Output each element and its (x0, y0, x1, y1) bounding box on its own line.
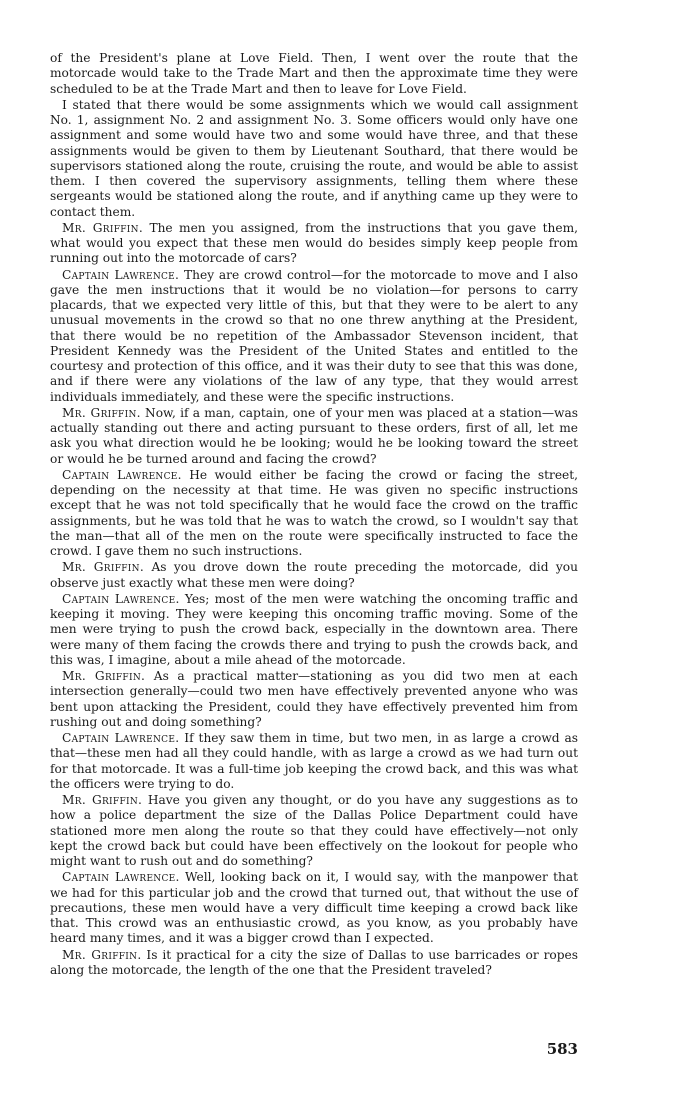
paragraph-1 (50, 51, 578, 97)
paragraph-text: They are crowd control—for the motorcade to move and I also gave the men instructions that it would be no violation—for persons to carry placards, that we expected very little of this, but that they were to be alert to any unusual movements in the crowd so that no one threw anything at the President, that there would be no repetition of the Ambassador Stevenson incident, that President Kennedy was the President of the United States and entitled to the courtesy and protection of this office, and it was their duty to see that this was done, and if there were any violations of the law of any type, that they would arrest individuals immediately, and these were the specific instructions. (50, 267, 578, 404)
speaker-label: Mr. Griffin. (62, 405, 141, 420)
paragraph-text: of the President's plane at Love Field. Then, I went over the route that the motorcade would take to the Trade Mart and then the approximate time they were scheduled to be at the Trade Mart and then to leave for Love Field. (50, 51, 578, 96)
speaker-label: Mr. Griffin. (62, 669, 146, 683)
paragraph-11 (50, 793, 578, 869)
speaker-label: Mr. Griffin. (62, 560, 145, 575)
paragraph-text: Is it practical for a city the size of Dallas to use barricades or ropes along the motorcade, the length of the one that the President traveled? (50, 947, 579, 977)
paragraph-text: The men you assigned, from the instructions that you gave them, what would you expect that these men would do besides simply keep people from running out into the motorcade of cars? (50, 220, 579, 266)
speaker-label: Mr. Griffin. (62, 947, 142, 962)
paragraph-text: Well, looking back on it, I would say, with the manpower that we had for this particular job and the crowd that turned out, that without the use of precautions, these men would have a very difficult time keeping a crowd back like that. This crowd was an enthusiastic crowd, as you know, as you probably have heard many times, and it was a bigger crowd than I expected. (50, 870, 579, 946)
speaker-label: Captain Lawrence. (62, 591, 180, 606)
speaker-label: Captain Lawrence. (62, 267, 180, 282)
speaker-label: Captain Lawrence. (62, 467, 182, 482)
paragraph-2 (50, 98, 578, 220)
paragraph-text: Now, if a man, captain, one of your men was placed at a station—was actually standing out there and acting pursuant to these orders, first of all, let me ask you what direction would he be looking; would he be looking toward the street or would he be turned around and facing the crowd? (50, 405, 579, 466)
paragraph-text: As you drove down the route preceding the motorcade, did you observe just exactly what these men were doing? (50, 560, 578, 590)
paragraph-4 (50, 268, 578, 405)
paragraph-8 (50, 592, 578, 668)
paragraph-text: If they saw them in time, but two men, in as large a crowd as that—these men had all they could handle, with as large a crowd as we had turn out for that motorcade. It was a full-time job keeping the crowd back, and this was what the officers were trying to do. (50, 731, 578, 791)
paragraph-text: He would either be facing the crowd or facing the street, depending on the necessity at that time. He was given no specific instructions except that he was not told specifically that he would face the crowd on the traffic assignments, but he was told that he was to watch the crowd, so I wouldn't say that the man—that all of the men on the route were specifically instructed to face the crowd. I gave them no such instructions. (50, 467, 579, 558)
paragraph-9 (50, 669, 578, 730)
speaker-label: Mr. Griffin. (62, 220, 144, 235)
speaker-label: Captain Lawrence. (62, 731, 180, 745)
speaker-label: Captain Lawrence. (62, 870, 180, 885)
paragraph-7 (50, 560, 578, 591)
paragraph-13 (50, 948, 578, 979)
page-number: 583 (546, 1040, 578, 1058)
paragraph-text: As a practical matter—stationing as you did two men at each intersection generally—could two men have effectively prevented anyone who was bent upon attacking the President, could they have effectively prevented him from rushing out and doing something? (50, 669, 578, 729)
paragraph-3 (50, 221, 578, 267)
paragraph-6 (50, 468, 578, 560)
paragraph-text: Have you given any thought, or do you have any suggestions as to how a police department the size of the Dallas Police Department could have stationed more men along the route so that they could have effectively—not only kept the crowd back but could have been effectively on the lookout for people who might want to rush out and do something? (50, 793, 579, 868)
paragraph-text: I stated that there would be some assignments which we would call assignment No. 1, assignment No. 2 and assignment No. 3. Some officers would only have one assignment and some would have two and some would have three, and that these assignments would be given to them by Lieutenant Southard, that there would be supervisors stationed along the route, cruising the route, and would be able to assist them. I then covered the supervisory assignments, telling them where these sergeants would be stationed along the route, and if anything came up they were to contact them. (50, 97, 578, 219)
paragraph-text: Yes; most of the men were watching the oncoming traffic and keeping it moving. They were keeping this oncoming traffic moving. Some of the men were trying to push the crowd back, especially in the downtown area. There were many of them facing the crowds there and trying to push the crowds back, and this was, I imagine, about a mile ahead of the motorcade. (50, 591, 579, 667)
paragraph-5 (50, 406, 578, 467)
paragraph-10 (50, 731, 578, 792)
speaker-label: Mr. Griffin. (62, 793, 143, 807)
document-body (50, 51, 578, 979)
paragraph-12 (50, 870, 578, 946)
